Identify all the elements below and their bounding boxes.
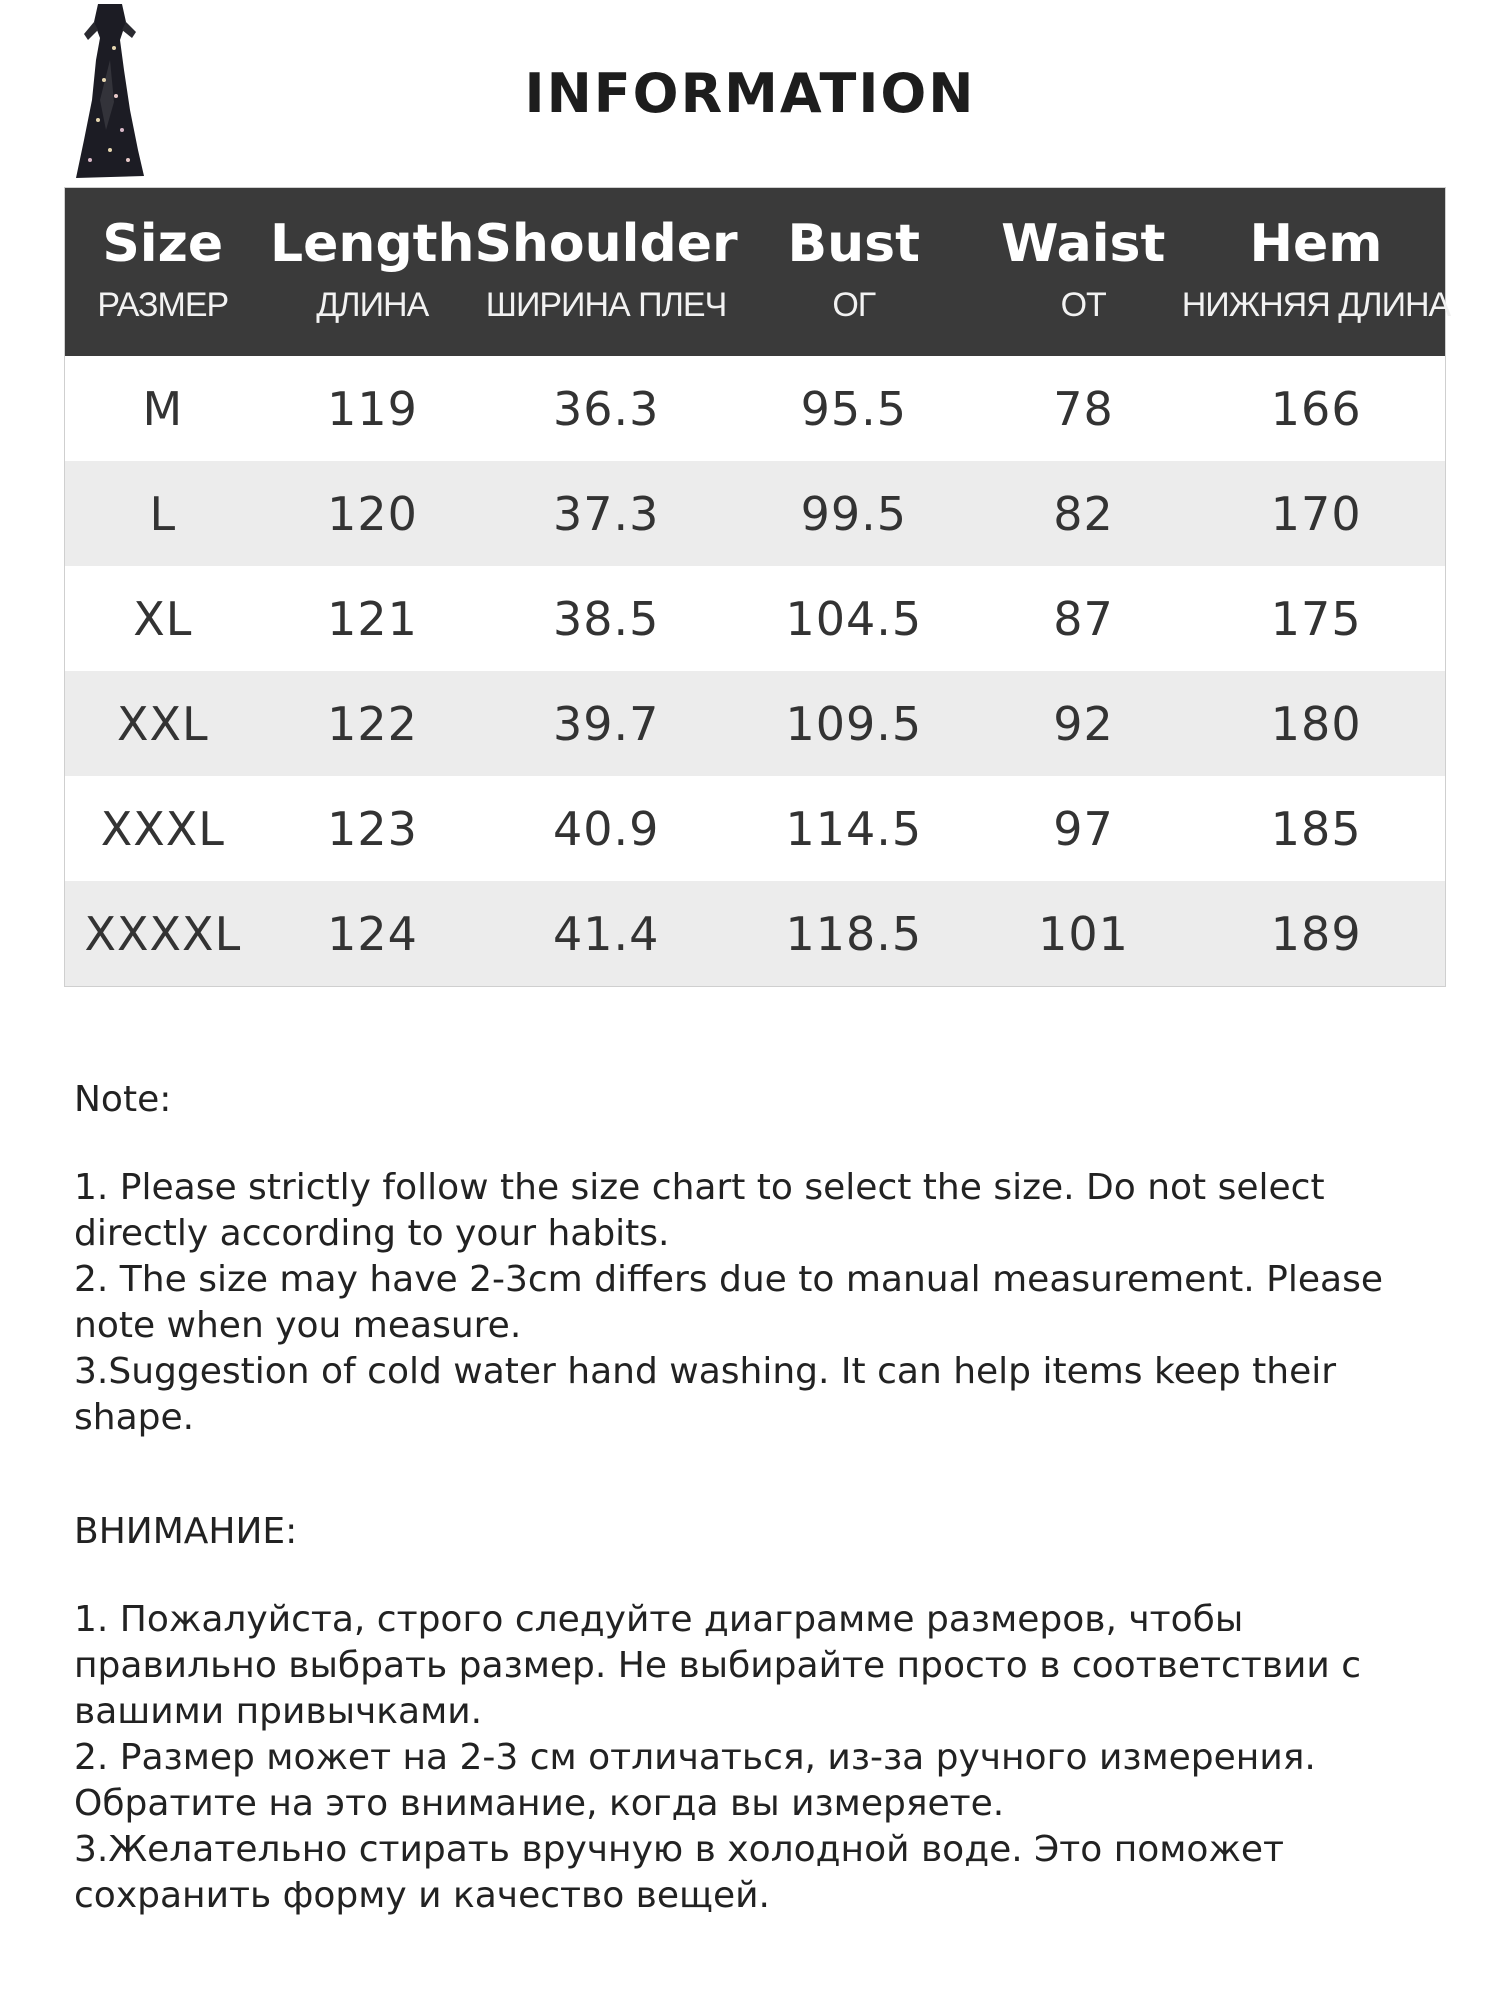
header-ru: ДЛИНА [316, 286, 429, 324]
cell-bust: 99.5 [800, 486, 908, 541]
cell-shoulder: 36.3 [553, 381, 660, 436]
note-item: 3.Желательно стирать вручную в холодной воде. Это поможет сохранить форму и качество вещей. [74, 1829, 1284, 1916]
cell-size: L [149, 486, 177, 541]
cell-shoulder: 40.9 [553, 801, 660, 856]
cell-waist: 92 [1053, 696, 1114, 751]
page-title: INFORMATION [524, 62, 976, 125]
cell-shoulder: 38.5 [553, 591, 660, 646]
column-header-hem [1181, 188, 1451, 356]
cell-hem: 166 [1270, 381, 1362, 436]
note-english [74, 1077, 1414, 1441]
table-row [65, 566, 1445, 671]
cell-length: 120 [327, 486, 418, 541]
note-item: 1. Пожалуйста, строго следуйте диаграмме размеров, чтобы правильно выбрать размер. Не выбирайте просто в соответствии с вашими привычками. [74, 1599, 1362, 1732]
header-en: Hem [1249, 214, 1383, 274]
cell-bust: 109.5 [785, 696, 923, 751]
cell-hem: 180 [1270, 696, 1362, 751]
cell-bust: 95.5 [800, 381, 908, 436]
header-en: Bust [787, 214, 920, 274]
column-header-size [65, 188, 261, 356]
cell-hem: 185 [1270, 801, 1362, 856]
cell-waist: 82 [1053, 486, 1114, 541]
cell-waist: 87 [1053, 591, 1114, 646]
size-table [64, 187, 1451, 987]
header-en: Size [102, 214, 224, 274]
cell-size: XXXXL [84, 906, 242, 961]
header-en: Waist [1001, 214, 1166, 274]
note-item: 1. Please strictly follow the size chart to select the size. Do not select directly according to your habits. [74, 1167, 1325, 1254]
note-russian [74, 1509, 1414, 1919]
cell-waist: 97 [1053, 801, 1114, 856]
cell-length: 123 [327, 801, 418, 856]
header-en: Length [270, 214, 475, 274]
cell-hem: 170 [1270, 486, 1362, 541]
header-ru: НИЖНЯЯ ДЛИНА [1181, 286, 1451, 324]
header-en: Shoulder [474, 214, 738, 274]
cell-length: 121 [327, 591, 418, 646]
cell-size: XXL [117, 696, 209, 751]
header-ru: РАЗМЕР [97, 286, 229, 324]
cell-shoulder: 41.4 [553, 906, 660, 961]
table-row [65, 776, 1445, 881]
table-header [65, 188, 1451, 356]
column-header-shoulder [474, 188, 738, 356]
header-ru: ОГ [832, 286, 876, 324]
cell-length: 122 [327, 696, 418, 751]
cell-length: 119 [327, 381, 418, 436]
column-header-waist [979, 188, 1187, 356]
header-ru: ШИРИНА ПЛЕЧ [485, 286, 727, 324]
cell-hem: 189 [1270, 906, 1362, 961]
table-row [65, 881, 1445, 986]
table-row [65, 356, 1445, 461]
cell-bust: 114.5 [785, 801, 923, 856]
cell-waist: 101 [1038, 906, 1129, 961]
note-heading: ВНИМАНИЕ: [74, 1511, 298, 1552]
cell-length: 124 [327, 906, 418, 961]
column-header-bust [728, 188, 979, 356]
cell-shoulder: 37.3 [553, 486, 660, 541]
note-item: 3.Suggestion of cold water hand washing. It can help items keep their shape. [74, 1351, 1337, 1438]
cell-bust: 118.5 [785, 906, 923, 961]
cell-size: XL [133, 591, 193, 646]
column-header-length [261, 188, 484, 356]
cell-size: M [142, 381, 184, 436]
cell-shoulder: 39.7 [553, 696, 660, 751]
header-ru: ОТ [1060, 286, 1106, 324]
table-row [65, 671, 1445, 776]
cell-bust: 104.5 [785, 591, 923, 646]
note-heading: Note: [74, 1079, 172, 1120]
cell-waist: 78 [1053, 381, 1114, 436]
note-item: 2. The size may have 2-3cm differs due to manual measurement. Please note when you measure. [74, 1259, 1383, 1346]
cell-size: XXXL [100, 801, 225, 856]
note-item: 2. Размер может на 2-3 см отличаться, из-за ручного измерения. Обратите на это внимание, когда вы измеряете. [74, 1737, 1316, 1824]
cell-hem: 175 [1270, 591, 1362, 646]
table-row [65, 461, 1445, 566]
